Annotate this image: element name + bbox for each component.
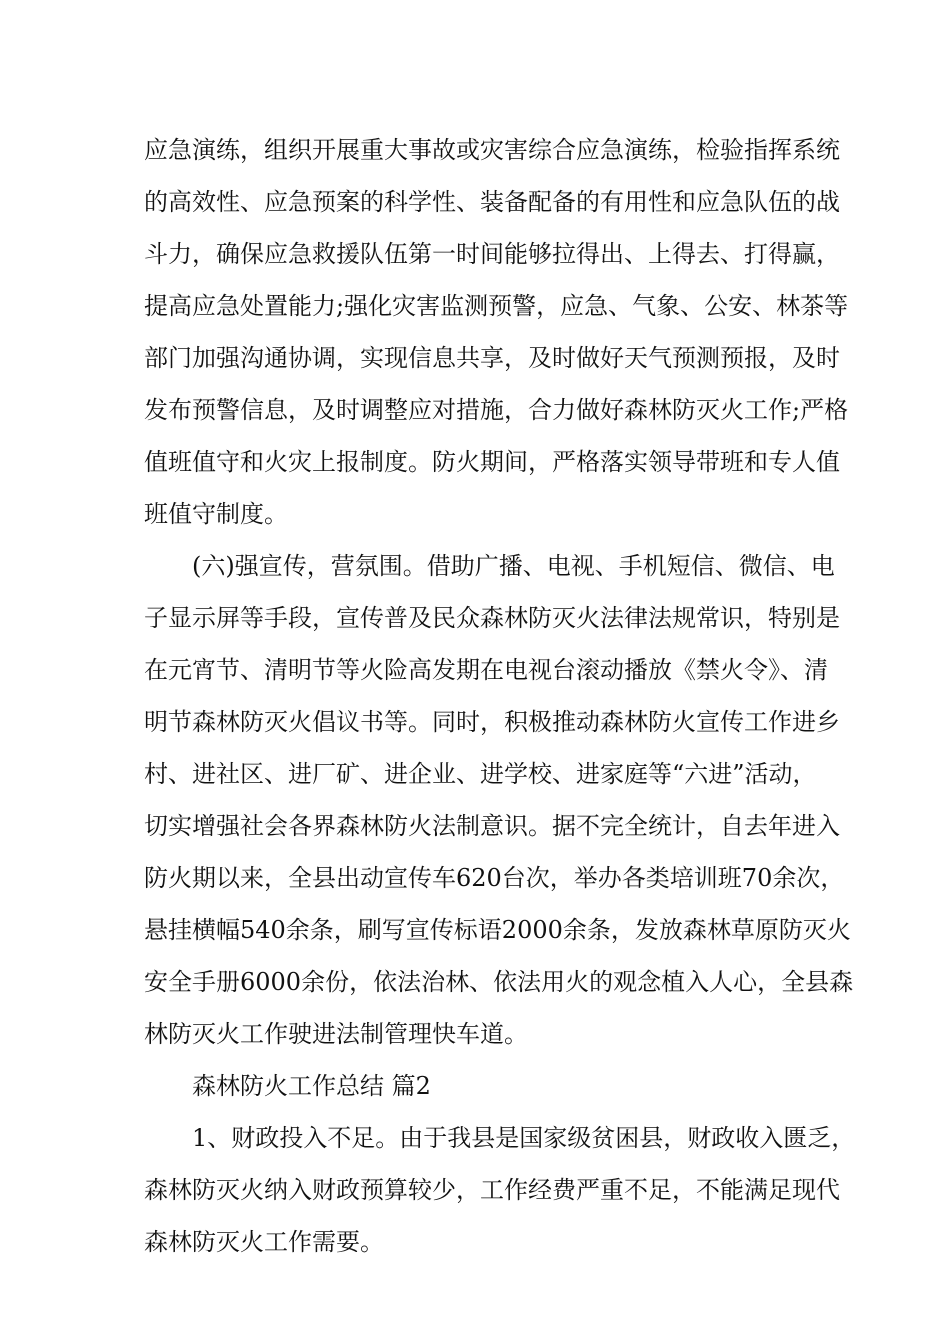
paragraph-2-line-6: 切实增强社会各界森林防火法制意识。据不完全统计，自去年进入 — [144, 812, 840, 840]
paragraph-1-line-1: 应急演练，组织开展重大事故或灾害综合应急演练，检验指挥系统 — [144, 136, 840, 164]
paragraph-2-line-7: 防火期以来，全县出动宣传车620台次，举办各类培训班70余次， — [144, 864, 845, 892]
paragraph-1-line-8: 班值守制度。 — [144, 500, 288, 528]
paragraph-3-line-2: 森林防灭火纳入财政预算较少，工作经费严重不足，不能满足现代 — [144, 1176, 840, 1204]
paragraph-2-line-5: 村、进社区、进厂矿、进企业、进学校、进家庭等“六进”活动， — [144, 760, 817, 788]
paragraph-2-line-3: 在元宵节、清明节等火险高发期在电视台滚动播放《禁火令》、清 — [144, 656, 828, 684]
paragraph-1-line-2: 的高效性、应急预案的科学性、装备配备的有用性和应急队伍的战 — [144, 188, 840, 216]
paragraph-1-line-6: 发布预警信息，及时调整应对措施，合力做好森林防灭火工作;严格 — [144, 396, 849, 424]
paragraph-1-line-7: 值班值守和火灾上报制度。防火期间，严格落实领导带班和专人值 — [144, 448, 840, 476]
paragraph-2-line-8: 悬挂横幅540余条，刷写宣传标语2000余条，发放森林草原防灭火 — [144, 916, 851, 944]
paragraph-1-line-5: 部门加强沟通协调，实现信息共享，及时做好天气预测预报，及时 — [144, 344, 840, 372]
paragraph-3-line-1: 1、财政投入不足。由于我县是国家级贫困县，财政收入匮乏， — [192, 1124, 856, 1152]
paragraph-1-line-3: 斗力，确保应急救援队伍第一时间能够拉得出、上得去、打得赢， — [144, 240, 840, 268]
paragraph-1-line-4: 提高应急处置能力;强化灾害监测预警，应急、气象、公安、林茶等 — [144, 292, 849, 320]
paragraph-2-line-2: 子显示屏等手段，宣传普及民众森林防灭火法律法规常识，特别是 — [144, 604, 840, 632]
paragraph-2-line-4: 明节森林防灭火倡议书等。同时，积极推动森林防火宣传工作进乡 — [144, 708, 840, 736]
section-heading: 森林防火工作总结 篇2 — [192, 1072, 431, 1100]
paragraph-3-line-3: 森林防灭火工作需要。 — [144, 1228, 384, 1256]
paragraph-2-line-10: 林防灭火工作驶进法制管理快车道。 — [144, 1020, 528, 1048]
paragraph-2-line-1: (六)强宣传，营氛围。借助广播、电视、手机短信、微信、电 — [192, 552, 835, 580]
paragraph-2-line-9: 安全手册6000余份，依法治林、依法用火的观念植入人心，全县森 — [144, 968, 854, 996]
